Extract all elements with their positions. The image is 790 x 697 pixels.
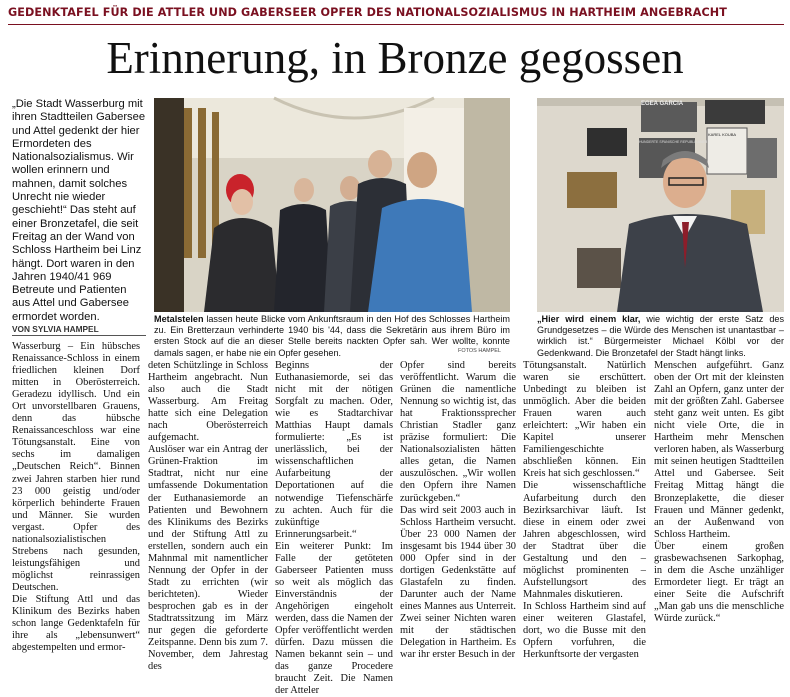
column-6-text: Menschen aufgeführt. Ganz oben der Ort mit der kleinsten Zahl an Opfern, ganz unter der mit der größten Zahl. Gabersee steht ganz weit unten. Es gibt nicht viele Orte, die in Hartheim mehr Menschen verloren haben, als Wasserburg mit seinen heutigen Stadtteilen Attel und Gabersee. Seit Freitag Mittag hängt die Bronzeplakette, die dieser Frauen und Männer gedenkt, an der Außenwand von Schloss Hartheim. Über einem großen grasbewachsenen Sarkophag, in dem die Asche unzähliger Ermordeter liegt. Er trägt an einer Seite die Aufschrift „Man gab uns die menschliche Würde zurück.“ [654,360,784,624]
lead-text: „Die Stadt Wasserburg mit ihren Stadtteilen Gabersee und Attel gedenkt der hier Ermordeten des Nationalsozialismus. Wir wollen erinnern und mahnen, damit solches Unrecht nie wieder geschieht!“ Das steht auf einer Bronzetafel, die seit Freitag an der Wand von Schloss Hartheim bei Linz hängt. Dort waren in den Jahren 1940/41 969 Betreute und Patienten aus Attel und Gabersee ermordet worden. [12,98,146,323]
photo1-caption [154,314,510,358]
photo1-caption-text: lassen heute Blicke vom Ankunftsraum in den Hof des Schlosses Hartheim zu. Ein Bretterzaun verhinderte 1940 bis '44, dass die Sekretärin aus ihrem Büro im ersten Stock auf die an dieser Stelle bereits nackten Opfer sah. Wer wollte, konnte damals sagen, er habe nie ein Opfer gesehen. [154,314,510,358]
photo2-caption [537,314,784,358]
article-column-3 [275,360,393,697]
article-column-5 [523,360,646,661]
byline: VON SYLVIA HAMPEL [12,324,99,334]
column-5-text: Tötungsanstalt. Natürlich waren sie erschüttert. Unbedingt zu bleiben ist unmöglich. Aber die beiden Frauen waren auch erleichtert: „Wir haben ein Kapitel unserer Familiengeschichte abschließen können. Ein Kreis hat sich geschlossen.“ Die wissenschaftliche Aufarbeitung durch den Bezirksarchivar läuft. Ist diese in einem oder zwei Jahren abgeschlossen, wird der Stadtrat über die Gestaltung und den – möglichst prominenten – Aufstellungsort des Mahnmales diskutieren. In Schloss Hartheim sind auf einer weiteren Glastafel, dort, wo die Busse mit den Opfern vorfuhren, die Herkunftsorte der vergasten [523,360,646,661]
article-column-6 [654,360,784,624]
column-2-text: deten Schützlinge in Schloss Hartheim angebracht. Nun also auch die Stadt Wasserburg. Am Freitag hatte sich eine Delegation nach Oberösterreich aufgemacht. Auslöser war ein Antrag der Grünen-Fraktion im Stadtrat, nicht nur eine umfassende Dokumentation der Euthanasiemorde an Patienten und Bewohnern des Klinikums des Bezirks und der Stiftung Attl zu erstellen, sondern auch ein Mahnmal mit namentlicher Nennung der Opfer in der Stadt zu errichten (wir berichteten). Wieder besprochen gab es in der Stadtratssitzung im März nur gegen die geforderte Zeitspanne. Denn bis zum 7. November, dem Jahrestag des [148,360,268,673]
plaque-republicans: HUNDERTE SPANISCHE REPUBLIKANER [639,140,708,144]
kicker: GEDENKTAFEL FÜR DIE ATTLER UND GABERSEER OPFER DES NATIONALSOZIALISMUS IN HARTHEIM ANGEBRACHT [8,6,727,19]
article-column-1 [12,341,140,654]
photo-mayor-memorial-wall [537,98,784,312]
photo2-caption-bold: „Hier wird einem klar, [537,314,641,324]
article-column-4 [400,360,516,661]
photo2-caption-text: wie wichtig der erste Satz des Grundgesetzes – die Würde des Menschen ist unantastbar – wirklich ist.“ Bürgermeister Michael Kölbl vor der Gedenkwand. Die Bronzetafel der Stadt hängt links. [537,314,784,358]
byline-rule [12,335,146,336]
lead-paragraph [12,98,146,322]
column-1-text: Wasserburg – Ein hübsches Renaissance-Schloss in einem friedlichen kleinen Dorf mitten in Oberösterreich. Geradezu idyllisch. Und ein Ort unvorstellbaren Grauens, denn das hübsche Renaissanceschloss war eine Tötungsanstalt. Eine von sechs im damaligen „Deutschen Reich“. Binnen zwei Jahren starben hier rund 23 000 geistig und/oder körperlich behinderte Frauen und Männer. Sie wurden vergast. Opfer des nationalsozialistischen Strebens nach gesunden, leistungsfähigen und möglichst reinrassigen Deutschen. Die Stiftung Attl und das Klinikum des Bezirks haben schon lange Gedenktafeln für ihre als „lebensunwert“ abgestempelten und ermor- [12,341,140,654]
column-3-text: Beginns der Euthanasiemorde, sei das nicht mit der nötigen Sorgfalt zu machen. Oder, wie es Stadtarchivar Matthias Haupt damals formulierte: „Es ist unerlässlich, bei der wissenschaftlichen Aufarbeitung der Deportationen auf die notwendige Tiefenschärfe zu achten. Auch für die zukünftige Erinnerungsarbeit.“ Ein weiterer Punkt: Im Falle der getöteten Gaberseer Patienten muss so weit als möglich das Einverständnis der Angehörigen eingeholt werden, dass die Namen der Opfer veröffentlicht werden dürfen. Dazu müssen die Namen bekannt sein – und das ganze Procedere braucht Zeit. Die Namen der Atteler [275,360,393,697]
plaque-karel-kouba: KAREL KOUBA [708,132,737,137]
headline: Erinnerung, in Bronze gegossen [106,33,684,83]
photo1-caption-bold: Metalstelen [154,314,204,324]
plaque-egea-garcia: EGEA GARCIA [641,101,684,107]
kicker-rule [8,24,784,25]
column-4-text: Opfer sind bereits veröffentlicht. Warum die Grünen die namentliche Nennung so wichtig ist, das hat Fraktionssprecher Christian Stadler ganz präzise formuliert: Die Nationalsozialisten hätten alles getan, die Namen auszulöschen. „Wir wollen den Opfern ihre Namen zurückgeben.“ Das wird seit 2003 auch in Schloss Hartheim versucht. Über 23 000 Namen der insgesamt bis 1944 über 30 000 Opfer sind in der dortigen Gedenkstätte auf Glastafeln zu finden. Darunter auch der Name eines Mannes aus Unterreit. Zwei seiner Nichten waren mit der städtischen Delegation in Hartheim. Es war ihr erster Besuch in der [400,360,516,661]
photo-credit: FOTOS HAMPEL [458,348,501,354]
photo-visitors-corridor [154,98,510,312]
article-column-2 [148,360,268,673]
